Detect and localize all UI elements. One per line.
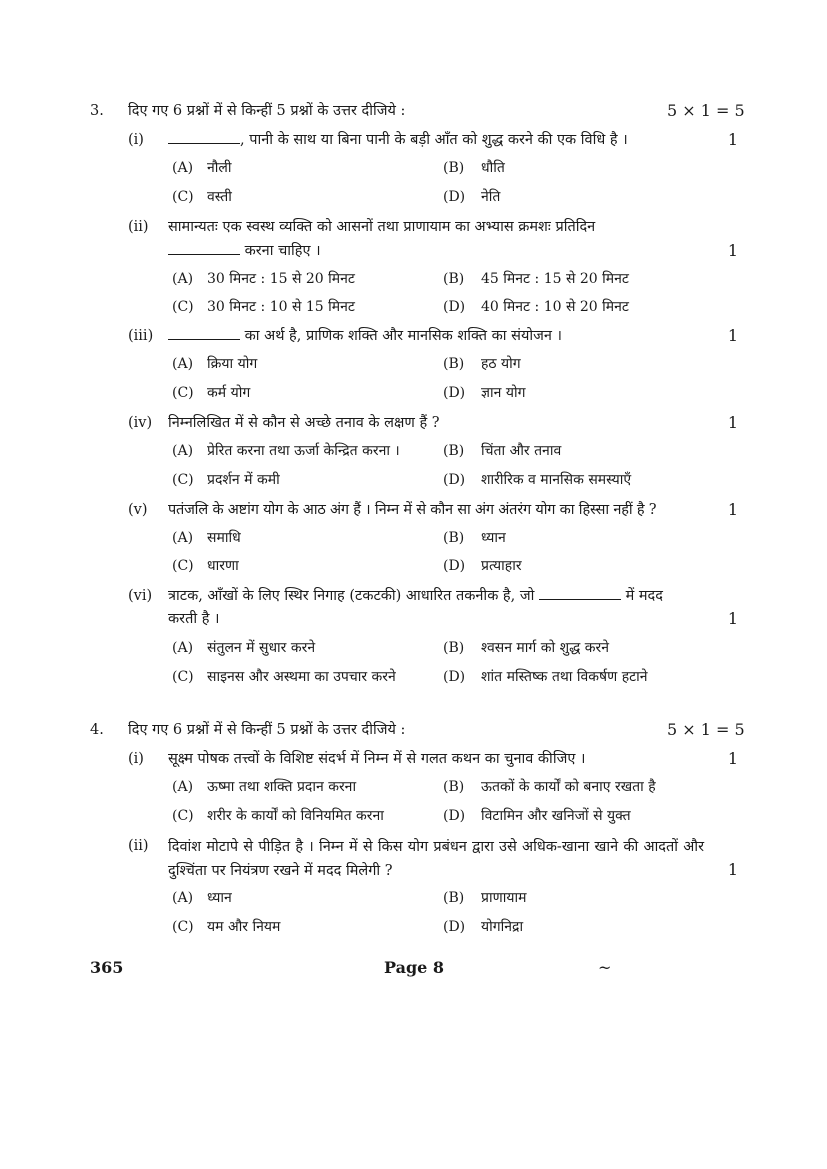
subquestion-text: त्राटक, आँखों के लिए स्थिर निगाह (टकटकी) आधारित तकनीक है, जो में मदद (168, 585, 704, 607)
subquestion-text: , पानी के साथ या बिना पानी के बड़ी आँत को शुद्ध करने की एक विधि है । (168, 129, 704, 151)
option-text: साइनस और अस्थमा का उपचार करने (207, 669, 396, 685)
subquestion-text: का अर्थ है, प्राणिक शक्ति और मानसिक शक्ति का संयोजन । (168, 325, 704, 347)
option-text: 40 मिनट : 10 से 20 मिनट (481, 299, 629, 315)
subquestion-text: निम्नलिखित में से कौन से अच्छे तनाव के लक्षण हैं ? (168, 415, 440, 431)
option-text: धारणा (207, 558, 239, 574)
option-text: 45 मिनट : 15 से 20 मिनट (481, 271, 629, 287)
option-text: प्रदर्शन में कमी (207, 472, 280, 488)
option-label: (C) (172, 669, 194, 685)
subquestion-mark: 1 (727, 413, 738, 432)
option-label: (C) (172, 385, 194, 401)
option-text: विटामिन और खनिजों से युक्त (481, 808, 631, 824)
footer-mark: ~ (598, 958, 612, 977)
subquestion-number: (v) (128, 502, 148, 518)
page-number: Page 8 (384, 958, 445, 977)
option-text: प्रेरित करना तथा ऊर्जा केन्द्रित करना । (207, 443, 400, 459)
option-label: (A) (172, 443, 194, 459)
question-4-header (0, 719, 827, 741)
option-label: (B) (443, 356, 465, 372)
option-label: (C) (172, 558, 194, 574)
option-text: श्वसन मार्ग को शुद्ध करने (481, 640, 609, 656)
answer-blank (539, 585, 621, 600)
answer-blank (168, 129, 240, 144)
option-text: नेति (481, 189, 501, 205)
subquestion-mark: 1 (727, 860, 738, 879)
option-label: (B) (443, 160, 465, 176)
answer-blank (168, 240, 240, 255)
option-text: धौति (481, 160, 505, 176)
option-text: नौली (207, 160, 232, 176)
option-label: (A) (172, 640, 194, 656)
question-3-header (0, 100, 827, 122)
question-number: 4. (90, 722, 104, 738)
option-label: (A) (172, 779, 194, 795)
option-label: (D) (443, 299, 466, 315)
subquestion-number: (ii) (128, 219, 149, 235)
option-label: (D) (443, 472, 466, 488)
option-label: (B) (443, 443, 465, 459)
option-label: (D) (443, 385, 466, 401)
subquestion-text: सूक्ष्म पोषक तत्त्वों के विशिष्ट संदर्भ में निम्न में से गलत कथन का चुनाव कीजिए । (168, 751, 586, 767)
subquestion-mark: 1 (727, 130, 738, 149)
option-label: (D) (443, 669, 466, 685)
option-label: (B) (443, 890, 465, 906)
subquestion-number: (iii) (128, 328, 154, 344)
option-label: (C) (172, 919, 194, 935)
option-text: योगनिद्रा (481, 919, 524, 935)
option-label: (C) (172, 189, 194, 205)
option-label: (B) (443, 530, 465, 546)
option-text: ऊतकों के कार्यों को बनाए रखता है (481, 779, 656, 795)
option-label: (C) (172, 472, 194, 488)
option-text: हठ योग (481, 356, 521, 372)
option-label: (C) (172, 299, 194, 315)
subquestion-mark: 1 (727, 500, 738, 519)
option-label: (A) (172, 530, 194, 546)
option-label: (B) (443, 640, 465, 656)
subquestion-mark: 1 (727, 241, 738, 260)
option-label: (D) (443, 919, 466, 935)
option-text: ध्यान (481, 530, 506, 546)
option-text: प्राणायाम (481, 890, 527, 906)
option-label: (A) (172, 160, 194, 176)
option-text: प्रत्याहार (481, 558, 522, 574)
option-text: कर्म योग (207, 385, 251, 401)
option-label: (C) (172, 808, 194, 824)
option-text: ज्ञान योग (481, 385, 526, 401)
subquestion-text: दिवांश मोटापे से पीड़ित है । निम्न में से किस योग प्रबंधन द्वारा उसे अधिक-खाना खाने की आदतों और दुश्चिंता पर नियंत्रण रखने में मदद मिलेगी ? (168, 839, 704, 879)
option-text: चिंता और तनाव (481, 443, 562, 459)
option-text: समाधि (207, 530, 241, 546)
option-text: ऊष्मा तथा शक्ति प्रदान करना (207, 779, 357, 795)
subquestion-number: (ii) (128, 838, 149, 854)
subquestion-text: पतंजलि के अष्टांग योग के आठ अंग हैं । निम्न में से कौन सा अंग अंतरंग योग का हिस्सा नहीं है ? (168, 502, 657, 518)
option-text: 30 मिनट : 15 से 20 मिनट (207, 271, 355, 287)
option-label: (D) (443, 808, 466, 824)
question-marks: 5 × 1 = 5 (667, 720, 745, 739)
option-label: (D) (443, 558, 466, 574)
option-label: (B) (443, 271, 465, 287)
option-text: क्रिया योग (207, 356, 258, 372)
option-text: 30 मिनट : 10 से 15 मिनट (207, 299, 355, 315)
option-label: (A) (172, 890, 194, 906)
subquestion-number: (vi) (128, 588, 153, 604)
subquestion-number: (i) (128, 751, 144, 767)
option-label: (B) (443, 779, 465, 795)
subquestion-mark: 1 (727, 609, 738, 628)
option-text: शारीरिक व मानसिक समस्याएँ (481, 472, 632, 488)
option-text: वस्ती (207, 189, 232, 205)
question-instruction: दिए गए 6 प्रश्नों में से किन्हीं 5 प्रश्नों के उत्तर दीजिये : (128, 722, 406, 738)
option-text: संतुलन में सुधार करने (207, 640, 316, 656)
exam-page: 3. दिए गए 6 प्रश्नों में से किन्हीं 5 प्रश्नों के उत्तर दीजिये : 5 × 1 = 5 (i) , पानी के साथ या बिना पानी के बड़ी आँत को शुद्ध करने की एक विधि है । 1 (A) नौली (B) धौति (C) वस्ती (D) नेति (ii) सामान्यतः एक स्वस्थ व्यक्ति को आसनों तथा प्राणायाम का अभ्यास क्रमशः प्रतिदिन करना चाहिए । 1 (A) 30 मिनट : 15 से 20 मिनट (B) 45 मिनट : 15 से 20 मिनट (C) 30 मिनट : 10 से 15 मिनट (D) 40 मिनट : 10 से 20 मिनट (iii) का अर्थ है, प्राणिक शक्ति और मानसिक शक्ति का संयोजन । 1 (A) क्रिया योग (B) हठ योग (C) कर्म योग (D) ज्ञान योग (iv) निम्नलिखित में से कौन से अच्छे तनाव के लक्षण हैं ? 1 (A) प्रेरित करना तथा ऊर्जा केन्द्रित करना । (B) चिंता और तनाव (C) प्रदर्शन में कमी (D) शारीरिक व मानसिक समस्याएँ (v) पतंजलि के अष्टांग योग के आठ अंग हैं । निम्न में से कौन सा अंग अंतरंग योग का हिस्सा नहीं है ? 1 (A) समाधि (B) ध्यान (C) धारणा (D) प्रत्याहार (vi) त्राटक, आँखों के लिए स्थिर निगाह (टकटकी) आधारित तकनीक है, जो में मदद करती है । 1 (A) संतुलन में सुधार करने (B) श्वसन मार्ग को शुद्ध करने (C) साइनस और अस्थमा का उपचार करने (D) शांत मस्तिष्क तथा विकर्षण हटाने 4. दिए गए 6 प्रश्नों में से किन्हीं 5 प्रश्नों के उत्तर दीजिये : 5 × 1 = 5 (i) सूक्ष्म पोषक तत्त्वों के विशिष्ट संदर्भ में निम्न में से गलत कथन का चुनाव कीजिए । 1 (A) ऊष्मा तथा शक्ति प्रदान करना (B) ऊतकों के कार्यों को बनाए रखता है (C) शरीर के कार्यों को विनियमित करना (D) विटामिन और खनिजों से युक्त (ii) दिवांश मोटापे से पीड़ित है । निम्न में से किस योग प्रबंधन द्वारा उसे अधिक-खाना खाने की आदतों और दुश्चिंता पर नियंत्रण रखने में मदद मिलेगी ? 1 (A) ध्यान (B) प्राणायाम (C) यम और नियम (D) योगनिद्रा 365 Page 8 ~ (0, 0, 827, 1169)
answer-blank (168, 325, 240, 340)
subquestion-text: सामान्यतः एक स्वस्थ व्यक्ति को आसनों तथा प्राणायाम का अभ्यास क्रमशः प्रतिदिन (168, 219, 596, 235)
question-number: 3. (90, 103, 104, 119)
question-marks: 5 × 1 = 5 (667, 101, 745, 120)
option-label: (A) (172, 271, 194, 287)
subquestion-number: (i) (128, 132, 144, 148)
paper-code: 365 (90, 958, 124, 977)
option-text: शरीर के कार्यों को विनियमित करना (207, 808, 384, 824)
subquestion-mark: 1 (727, 326, 738, 345)
question-instruction: दिए गए 6 प्रश्नों में से किन्हीं 5 प्रश्नों के उत्तर दीजिये : (128, 103, 406, 119)
option-text: ध्यान (207, 890, 232, 906)
option-label: (A) (172, 356, 194, 372)
option-text: यम और नियम (207, 919, 281, 935)
option-text: शांत मस्तिष्क तथा विकर्षण हटाने (481, 669, 648, 685)
subquestion-mark: 1 (727, 749, 738, 768)
subquestion-number: (iv) (128, 415, 153, 431)
option-label: (D) (443, 189, 466, 205)
